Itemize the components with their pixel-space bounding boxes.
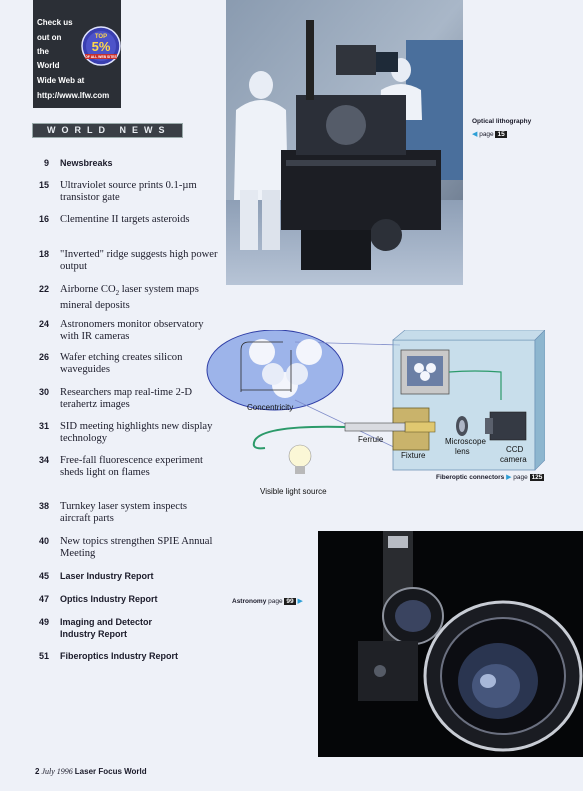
promo-line: World <box>37 61 60 70</box>
entry-page-number: 40 <box>38 536 49 546</box>
top-5-percent-badge-icon <box>81 26 121 66</box>
entry-page-number: 31 <box>38 421 49 431</box>
badge-top-text: TOP <box>94 34 108 40</box>
triangle-right-icon: ▶ <box>506 474 512 481</box>
entry-page-number: 22 <box>38 284 49 294</box>
entry-title: New topics strengthen SPIE Annual Meeting <box>60 536 213 559</box>
entry-title: Astronomers monitor observatory with IR cameras <box>60 319 204 342</box>
page-word: page <box>513 474 528 481</box>
report-title: Laser Industry Report <box>60 571 154 581</box>
badge-sub-text: OF ALL WEB SITES <box>85 55 117 59</box>
entry-title-part: Airborne CO <box>60 284 116 295</box>
astronomy-page-link[interactable] <box>232 597 303 605</box>
page-number-badge: 125 <box>531 474 543 481</box>
page-number-badge: 15 <box>497 131 505 138</box>
optical-lithography-photo <box>226 0 463 285</box>
entry-title: Free-fall fluorescence experiment sheds light on flames <box>60 455 203 478</box>
astronomy-photo <box>318 531 583 757</box>
report-page-number: 49 <box>38 617 49 627</box>
page-footer <box>35 767 147 776</box>
badge-percent-text: 5% <box>91 39 111 54</box>
entry-title: Wafer etching creates silicon waveguides <box>60 352 183 375</box>
promo-line: the <box>37 47 49 56</box>
entry-title: Researchers map real-time 2-D terahertz images <box>60 387 193 410</box>
astronomy-caption: Astronomy <box>232 598 267 605</box>
page-word: page <box>479 131 494 138</box>
promo-line: Wide Web at <box>37 76 85 85</box>
report-title: Fiberoptics Industry Report <box>60 651 179 661</box>
optical-lithography-caption: Optical lithography <box>472 118 532 125</box>
promo-url[interactable]: http://www.lfw.com <box>37 91 110 100</box>
report-page-number: 47 <box>38 594 49 604</box>
camera-label: camera <box>500 455 527 464</box>
optical-lithography-page-link[interactable] <box>472 130 507 138</box>
entry-page-number: 16 <box>38 214 49 224</box>
entry-page-number: 15 <box>38 180 49 190</box>
report-title: Imaging and Detector Industry Report <box>60 617 153 639</box>
entry-page-number: 18 <box>38 249 49 259</box>
entry-page-number: 26 <box>38 352 49 362</box>
report-page-number: 51 <box>38 651 49 661</box>
entry-title <box>60 284 220 311</box>
report-title: Optics Industry Report <box>60 594 158 604</box>
page-number-badge: 99 <box>286 598 294 605</box>
lens-label: lens <box>455 447 470 456</box>
section-title: WORLD NEWS <box>47 125 171 135</box>
entry-title: SID meeting highlights new display technology <box>60 421 213 444</box>
entry-title: Ultraviolet source prints 0.1-µm transistor gate <box>60 180 197 203</box>
fiberoptic-page-link[interactable] <box>436 473 544 481</box>
fixture-label: Fixture <box>401 451 426 460</box>
entry-title: Newsbreaks <box>60 158 113 168</box>
footer-date: July 1996 <box>41 767 73 776</box>
entry-page-number: 38 <box>38 501 49 511</box>
footer-page-number: 2 <box>35 767 40 776</box>
page-word: page <box>268 598 283 605</box>
report-page-number: 45 <box>38 571 49 581</box>
section-title-bar <box>32 123 183 138</box>
microscope-label: Microscope <box>445 437 486 446</box>
footer-magazine: Laser Focus World <box>74 767 147 776</box>
entry-page-number: 9 <box>43 158 49 168</box>
web-promo-box <box>33 0 121 108</box>
entry-title-part: laser system maps mineral deposits <box>60 284 199 311</box>
telescope-camera-illustration <box>318 531 583 757</box>
cleanroom-photo-illustration <box>226 0 463 285</box>
triangle-left-icon: ◀ <box>472 131 478 138</box>
promo-line: Check us <box>37 18 73 27</box>
entry-page-number: 30 <box>38 387 49 397</box>
entry-title: Turnkey laser system inspects aircraft parts <box>60 501 188 524</box>
promo-line: out on <box>37 33 62 42</box>
ccd-label: CCD <box>506 445 524 454</box>
ferrule-label: Ferrule <box>358 435 384 444</box>
entry-title-subscript: 2 <box>115 289 120 298</box>
fiberoptic-caption: Fiberoptic connectors <box>436 474 505 481</box>
triangle-right-icon: ▶ <box>297 598 303 605</box>
entry-title: "Inverted" ridge suggests high power output <box>60 249 218 272</box>
light-source-label: Visible light source <box>260 487 327 496</box>
entry-page-number: 34 <box>38 455 49 465</box>
concentricity-label: Concentricity <box>247 403 294 412</box>
entry-title: Clementine II targets asteroids <box>60 214 190 225</box>
entry-page-number: 24 <box>38 319 49 329</box>
